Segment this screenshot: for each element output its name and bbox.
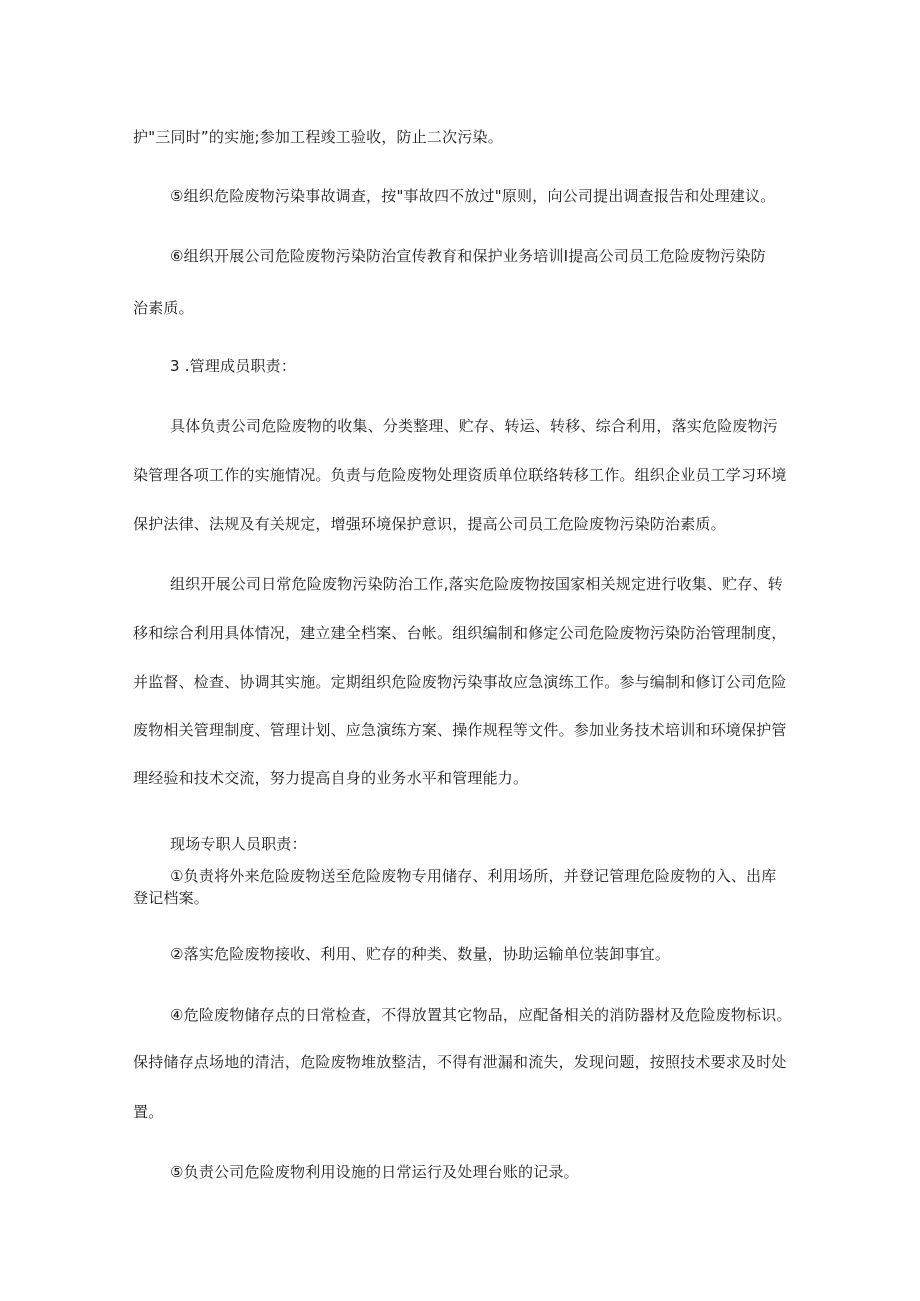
text-line: ⑤负责公司危险废物利用设施的日常运行及处理台账的记录。 [170, 1163, 579, 1181]
text-line: 理经验和技术交流，努力提高自身的业务水平和管理能力。 [133, 769, 529, 787]
text-line: 具体负责公司危险废物的收集、分类整理、贮存、转运、转移、综合利用，落实危险废物污 [170, 417, 779, 435]
text-line: ⑥组织开展公司危险废物污染防治宣传教育和保护业务培训Ⅰ提高公司员工危险废物污染防 [170, 247, 766, 265]
text-line: 废物相关管理制度、管理计划、应急演练方案、操作规程等文件。参加业务技术培训和环境保护管 [133, 721, 787, 739]
text-line: ①负责将外来危险废物送至危险废物专用储存、利用场所，并登记管理危险废物的入、出库 [170, 867, 777, 885]
text-line: 治素质。 [133, 299, 194, 317]
text-line: 置。 [133, 1103, 164, 1121]
text-line: ⑤组织危险废物污染事故调查，按"事故四不放过"原则，向公司提出调查报告和处理建议。 [170, 187, 776, 205]
text-line: 移和综合利用具体情况，建立建全档案、台帐。组织编制和修定公司危险废物污染防治管理制度， [133, 624, 787, 642]
section-heading: 现场专职人员职责： [170, 835, 307, 853]
text-line: 染管理各项工作的实施情况。负责与危险废物处理资质单位联络转移工作。组织企业员工学习环境 [133, 466, 787, 484]
text-line: 护"三同时”的实施;参加工程竣工验收，防止二次污染。 [133, 128, 503, 146]
text-line: 登记档案。 [133, 889, 210, 907]
text-line: ②落实危险废物接收、利用、贮存的种类、数量，协助运输单位装卸事宜。 [170, 945, 671, 963]
section-heading: 3 .管理成员职责： [170, 357, 297, 375]
text-line: ④危险废物储存点的日常检查，不得放置其它物品，应配备相关的消防器材及危险废物标识。 [170, 1006, 792, 1024]
text-line: 保持储存点场地的清洁，危险废物堆放整洁，不得有泄漏和流失，发现问题，按照技术要求及时处 [133, 1053, 787, 1071]
text-line: 并监督、检查、协调其实施。定期组织危险废物污染事故应急演练工作。参与编制和修订公司危险 [133, 673, 787, 691]
text-line: 保护法律、法规及有关规定，增强环境保护意识，提高公司员工危险废物污染防治素质。 [133, 515, 726, 533]
text-line: 组织开展公司日常危险废物污染防治工作,落实危险废物按国家相关规定进行收集、贮存、转 [170, 575, 783, 593]
